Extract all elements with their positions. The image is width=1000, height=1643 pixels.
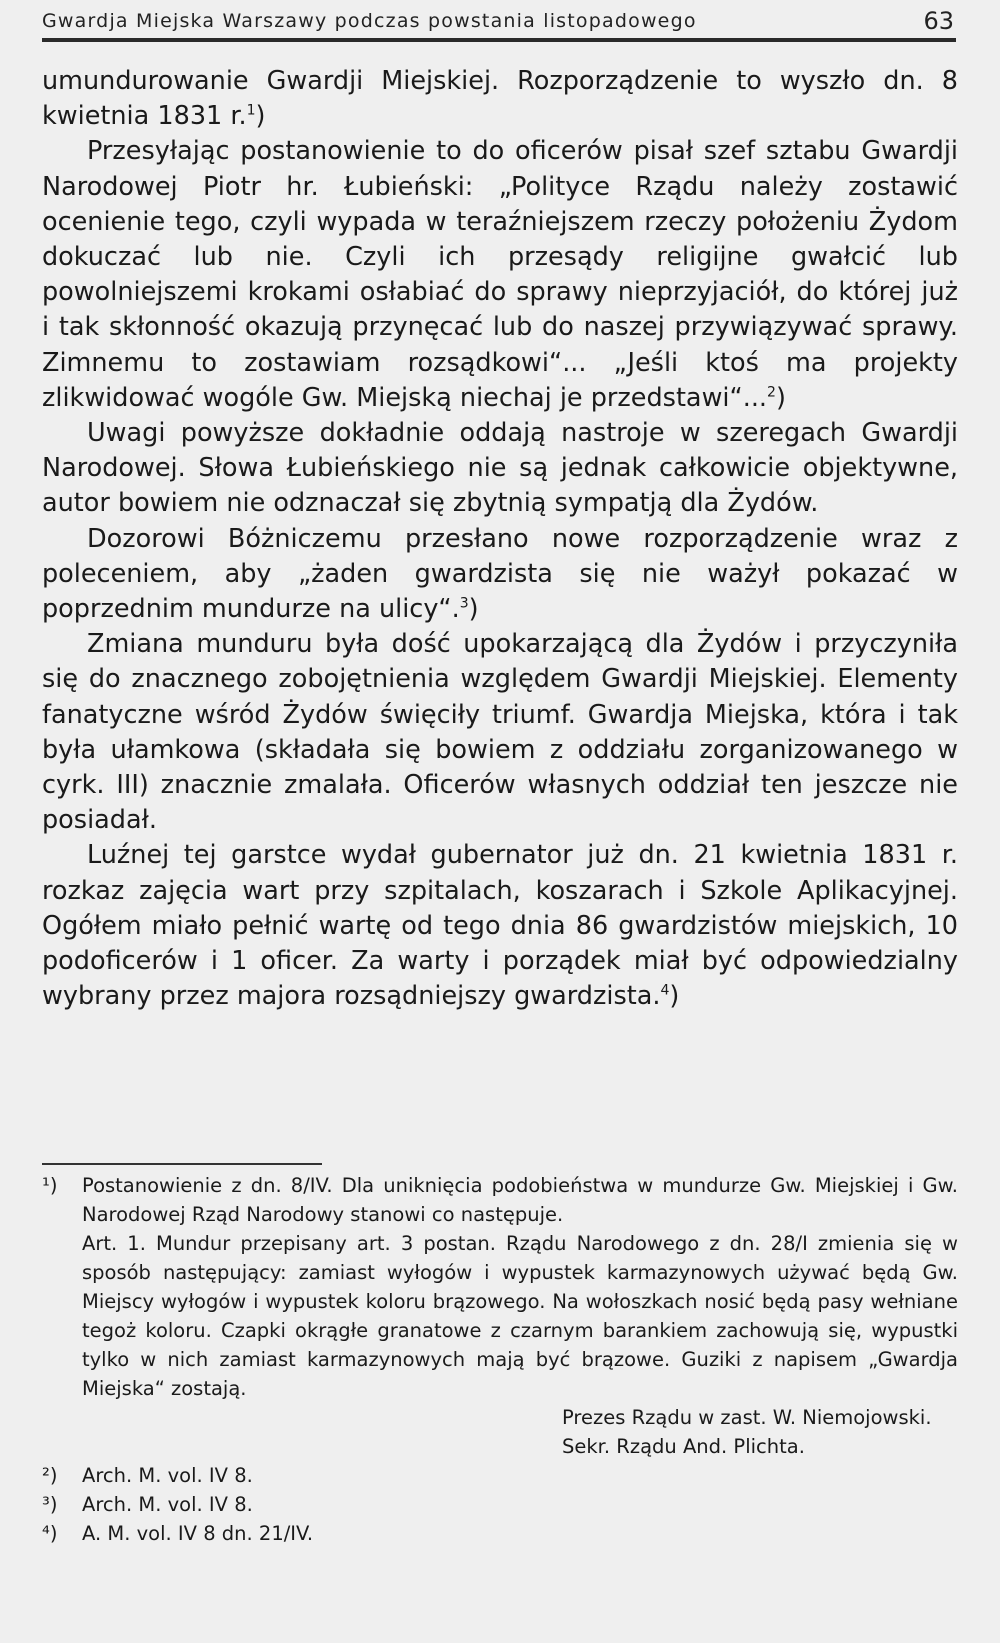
paragraph-3: Uwagi powyższe dokładnie oddają nastroje w szeregach Gwardji Narodowej. Słowa Łubieńskiego nie są jednak całkowicie objektywne, autor bowiem nie odznaczał się zbytnią sympatją dla Żydów. xyxy=(42,418,958,519)
page-number: 63 xyxy=(923,7,954,35)
paragraph-1: umundurowanie Gwardji Miejskiej. Rozporządzenie to wyszło dn. 8 kwietnia 1831 r.$^1$) xyxy=(42,66,958,132)
running-header xyxy=(42,4,954,38)
footnote-ref-2: 2 xyxy=(767,384,776,401)
paragraph-4: Dozorowi Bóżniczemu przesłano nowe rozporządzenie wraz z poleceniem, aby „żaden gwardzista się nie ważył pokazać w poprzednim mundurze na ulicy“.$^3$) xyxy=(42,523,958,625)
signature-secretary: Sekr. Rządu And. Plichta. xyxy=(562,1435,805,1458)
footnote-3 xyxy=(42,1490,958,1519)
footnote-article: Art. 1. Mundur przepisany art. 3 postan. Rządu Narodowego z dn. 28/I zmienia się w sposób następujący: zamiast wyłogów i wypustek karmazynowych używać będą Gw. Miejscy wyłogów i wypustek koloru brązowego. Na wołoszkach nosić będą pasy wełniane tegoż koloru. Czapki okrągłe granatowe z czarnym barankiem zachowują się, wypustki tylko w nich zamiast karmazynowych mają być brązowe. Guziki z napisem „Gwardja Miejska“ zostają. xyxy=(82,1232,958,1400)
signature-president: Prezes Rządu w zast. W. Niemojowski. xyxy=(562,1406,932,1429)
header-title: Gwardja Miejska Warszawy podczas powstania listopadowego xyxy=(42,10,697,32)
main-text xyxy=(42,64,958,1014)
footnote-separator xyxy=(42,1163,322,1165)
footnote-ref-1: 1 xyxy=(246,102,256,119)
footnote-text: Postanowienie z dn. 8/IV. Dla uniknięcia podobieństwa w mundurze Gw. Miejskiej i Gw. Narodowej Rząd Narodowy stanowi co następuje. xyxy=(82,1174,958,1226)
paragraph-6: Luźnej tej garstce wydał gubernator już dn. 21 kwietnia 1831 r. rozkaz zajęcia wart przy szpitalach, koszarach i Szkole Aplikacyjnej. Ogółem miało pełnić wartę od tego dnia 86 gwardzistów miejskich, 10 podoficerów i 1 oficer. Za warty i porządek miał być odpowiedzialny wybrany przez majora rozsądniejszy gwardzista.$^4$) xyxy=(42,840,958,1012)
footnote-4 xyxy=(42,1519,958,1548)
footnote-text: Arch. M. vol. IV 8. xyxy=(82,1493,253,1516)
header-rule xyxy=(42,38,956,42)
footnote-mark: ²) xyxy=(42,1464,58,1487)
footnote-text: A. M. vol. IV 8 dn. 21/IV. xyxy=(82,1522,314,1545)
footnote-text: Arch. M. vol. IV 8. xyxy=(82,1464,253,1487)
footnote-mark: ⁴) xyxy=(42,1522,58,1545)
paragraph-2: Przesyłając postanowienie to do oficerów pisał szef sztabu Gwardji Narodowej Piotr hr. Łubieński: „Polityce Rządu należy zostawić ocenienie tego, czyli wypada w teraźniejszem rzeczy położeniu Żydom dokuczać lub nie. Czyli ich przesądy religijne gwałcić lub powolniejszemi krokami osłabiać do sprawy nieprzyjaciół, do której już i tak skłonność okazują przynęcać lub do naszej przywiązywać sprawy. Zimnemu to zostawiam rozsądkowi“... „Jeśli ktoś ma projekty zlikwidować wogóle Gw. Miejską niechaj je przedstawi“...$^2$) xyxy=(42,136,958,413)
footnote-ref-4: 4 xyxy=(660,982,670,999)
footnote-ref-3: 3 xyxy=(459,595,469,612)
footnote-1 xyxy=(42,1171,958,1461)
footnotes xyxy=(42,1171,958,1548)
paragraph-5: Zmiana munduru była dość upokarzającą dla Żydów i przyczyniła się do znacznego zobojętnienia względem Gwardji Miejskiej. Elementy fanatyczne wśród Żydów święciły triumf. Gwardja Miejska, która i tak była ułamkowa (składała się bowiem z oddziału zorganizowanego w cyrk. III) znacznie zmalała. Oficerów własnych oddział ten jeszcze nie posiadał. xyxy=(42,629,958,836)
footnote-mark: ³) xyxy=(42,1493,58,1516)
footnote-2 xyxy=(42,1461,958,1490)
footnote-mark: ¹) xyxy=(42,1174,58,1197)
